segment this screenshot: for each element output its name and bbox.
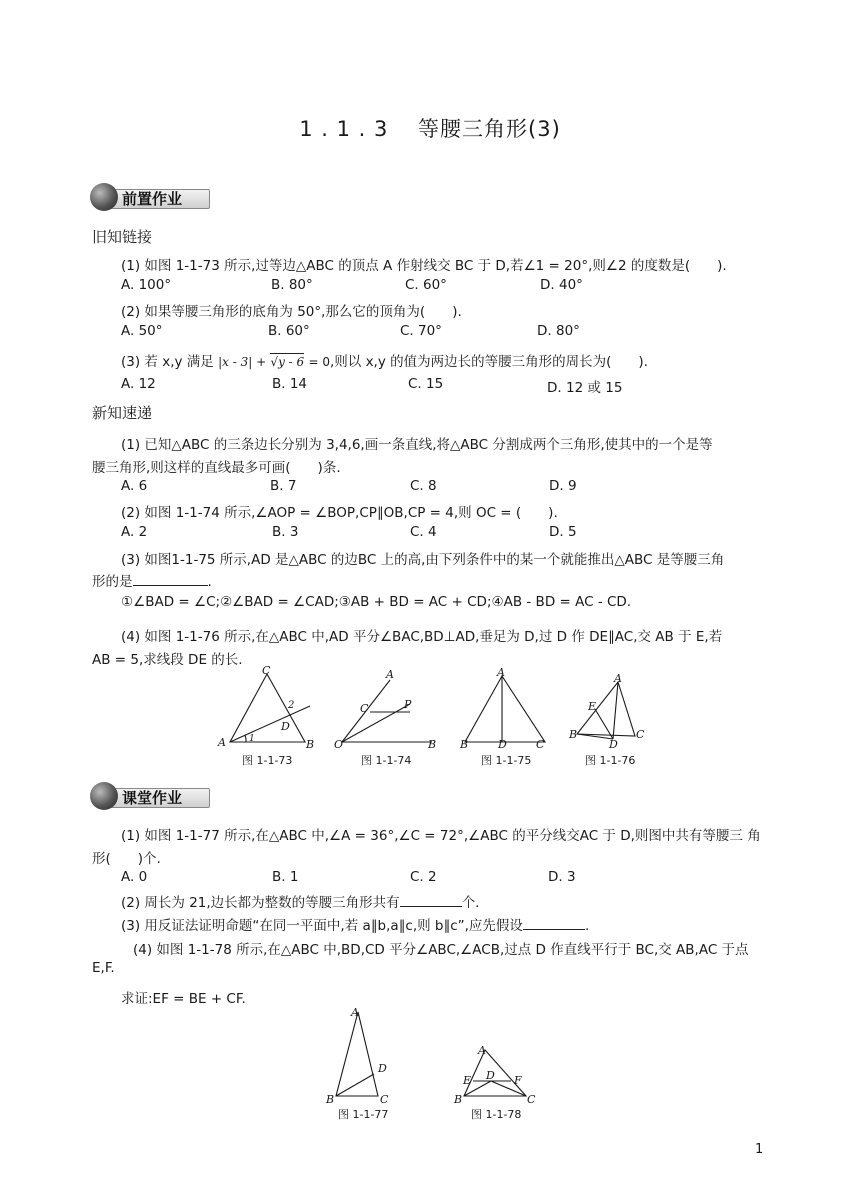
new-q1-line2: 腰三角形,则这样的直线最多可画( )条.	[92, 460, 341, 476]
old-q3-opt-b: B. 14	[272, 376, 308, 392]
fig77-label-d: D	[378, 1062, 387, 1075]
fig74-label-b: B	[428, 738, 437, 750]
subheading-old: 旧知链接	[92, 228, 153, 246]
fig76-label-e: E	[588, 700, 597, 713]
fig73-label-a: A	[218, 736, 226, 749]
fig78-label-a: A	[478, 1044, 486, 1057]
fig73-label-1: 1	[249, 734, 255, 744]
fig73-label-b: B	[306, 738, 315, 750]
badge-play-icon	[90, 782, 118, 810]
fig78-label-e: E	[463, 1074, 472, 1087]
fig77-label-c: C	[380, 1093, 389, 1106]
class-q1-line2: 形( )个.	[92, 851, 161, 867]
class-q3-text: (3) 用反证法证明命题“在同一平面中,若 a∥b,a∥c,则 b∥c”,应先假设	[121, 918, 523, 934]
fig76-label-d: D	[609, 738, 618, 750]
new-q2-opt-b: B. 3	[272, 524, 299, 540]
fig74-label-a: A	[386, 668, 394, 681]
fig76-label-a: A	[614, 672, 622, 685]
badge-ball-icon	[90, 183, 118, 211]
class-q2	[121, 891, 479, 911]
new-q2: (2) 如图 1-1-74 所示,∠AOP = ∠BOP,CP∥OB,CP = 4,则 OC = ( ).	[121, 505, 558, 521]
old-q3	[121, 350, 648, 370]
old-q1-opt-c: C. 60°	[405, 277, 447, 293]
fig73-label-2: 2	[288, 700, 295, 711]
new-q4-line2: AB = 5,求线段 DE 的长.	[92, 652, 243, 668]
fig74-label-o: O	[334, 738, 344, 750]
fig77-bisector	[336, 1074, 374, 1096]
fig-caption-78: 图 1-1-78	[471, 1108, 522, 1121]
fig75-label-b: B	[460, 738, 469, 750]
fig75-label-d: D	[498, 738, 507, 750]
page-number: 1	[755, 1142, 764, 1157]
class-q1-opt-b: B. 1	[272, 869, 299, 885]
fig76-label-b: B	[569, 728, 578, 741]
class-q2-end: 个.	[461, 895, 480, 911]
class-q3-end: .	[584, 918, 590, 934]
answer-blank[interactable]	[133, 585, 208, 586]
fig74-label-p: P	[404, 698, 412, 711]
old-q3-start: (3) 若 x,y 满足	[121, 354, 214, 370]
old-q3-end: ,则以 x,y 的值为两边长的等腰三角形的周长为( ).	[329, 354, 648, 370]
new-q1-line1: (1) 已知△ABC 的三条边长分别为 3,4,6,画一条直线,将△ABC 分割成两个三角形,使其中的一个是等	[121, 437, 713, 453]
old-q3-eq: = 0	[308, 355, 330, 369]
figures-top	[210, 664, 680, 750]
section-label-class: 课堂作业	[122, 789, 183, 807]
fig78-label-f: F	[514, 1074, 522, 1087]
fig-caption-76: 图 1-1-76	[585, 754, 636, 767]
fig75-label-a: A	[497, 666, 505, 679]
fig-caption-77: 图 1-1-77	[338, 1108, 389, 1121]
new-q1-opt-c: C. 8	[410, 478, 437, 494]
new-q1-opt-d: D. 9	[549, 478, 577, 494]
new-q3-line2-text: 形的是	[92, 574, 133, 590]
class-q2-text: (2) 周长为 21,边长都为整数的等腰三角形共有	[121, 895, 400, 911]
answer-blank[interactable]	[400, 906, 462, 907]
old-q1: (1) 如图 1-1-73 所示,过等边△ABC 的顶点 A 作射线交 BC 于 D,若∠1 = 20°,则∠2 的度数是( ).	[121, 258, 727, 274]
section-badge-pre	[90, 183, 210, 211]
old-q3-opt-a: A. 12	[121, 376, 156, 392]
subheading-new: 新知速递	[92, 404, 153, 422]
class-q1-opt-a: A. 0	[121, 869, 148, 885]
old-q1-opt-d: D. 40°	[540, 277, 583, 293]
old-q2-opt-a: A. 50°	[121, 323, 163, 339]
answer-blank[interactable]	[523, 929, 585, 930]
section-label-pre: 前置作业	[122, 190, 183, 208]
fig78-label-b: B	[454, 1093, 463, 1106]
new-q3-line2: 形的是 .	[92, 574, 212, 590]
fig78-label-d: D	[486, 1069, 495, 1082]
class-q4-line3: 求证:EF = BE + CF.	[121, 991, 246, 1007]
old-q3-opt-d: D. 12 或 15	[547, 380, 623, 396]
old-q1-opt-b: B. 80°	[271, 277, 313, 293]
old-q3-sqrt: √y - 6	[270, 355, 305, 369]
fig73-ray	[230, 706, 310, 742]
old-q1-opt-a: A. 100°	[121, 277, 172, 293]
fig77-label-a: A	[351, 1006, 359, 1019]
old-q3-abs: |x - 3| +	[218, 355, 267, 369]
fig75-label-c: C	[536, 738, 545, 750]
new-q1-opt-a: A. 6	[121, 478, 148, 494]
class-q4-line2: E,F.	[92, 960, 115, 976]
section-badge-class	[90, 782, 210, 810]
fig-caption-75: 图 1-1-75	[481, 754, 532, 767]
old-q2-opt-d: D. 80°	[537, 323, 580, 339]
fig77-label-b: B	[326, 1093, 335, 1106]
class-q4-line1: (4) 如图 1-1-78 所示,在△ABC 中,BD,CD 平分∠ABC,∠ACB,过点 D 作直线平行于 BC,交 AB,AC 于点	[133, 942, 749, 958]
class-q1-opt-d: D. 3	[548, 869, 576, 885]
new-q3-line3: ①∠BAD = ∠C;②∠BAD = ∠CAD;③AB + BD = AC + CD;④AB - BD = AC - CD.	[121, 594, 632, 610]
new-q2-opt-a: A. 2	[121, 524, 148, 540]
new-q3-line1: (3) 如图1-1-75 所示,AD 是△ABC 的边BC 上的高,由下列条件中的某一个就能推出△ABC 是等腰三角	[121, 552, 725, 568]
new-q1-opt-b: B. 7	[270, 478, 297, 494]
new-q4-line1: (4) 如图 1-1-76 所示,在△ABC 中,AD 平分∠BAC,BD⊥AD,垂足为 D,过 D 作 DE∥AC,交 AB 于 E,若	[121, 629, 723, 645]
fig73-label-c: C	[262, 664, 271, 677]
old-q2: (2) 如果等腰三角形的底角为 50°,那么它的顶角为( ).	[121, 304, 462, 320]
fig-caption-74: 图 1-1-74	[361, 754, 412, 767]
new-q2-opt-c: C. 4	[410, 524, 437, 540]
class-q1-opt-c: C. 2	[410, 869, 437, 885]
fig76-label-c: C	[636, 728, 645, 741]
old-q2-opt-b: B. 60°	[268, 323, 310, 339]
fig74-label-c: C	[360, 702, 369, 715]
fig78-label-c: C	[527, 1093, 536, 1106]
new-q2-opt-d: D. 5	[549, 524, 577, 540]
fig73-angle-mark	[245, 735, 246, 742]
page-title: 1 . 1 . 3 等腰三角形(3)	[299, 117, 561, 141]
old-q3-opt-c: C. 15	[408, 376, 444, 392]
fig73-label-d: D	[281, 720, 290, 733]
figures-bottom	[320, 1004, 550, 1108]
class-q3	[121, 914, 589, 934]
old-q2-opt-c: C. 70°	[400, 323, 442, 339]
fig78-triangle	[464, 1050, 526, 1096]
class-q1-line1: (1) 如图 1-1-77 所示,在△ABC 中,∠A = 36°,∠C = 72°,∠ABC 的平分线交AC 于 D,则图中共有等腰三 角	[121, 828, 761, 844]
fig-caption-73: 图 1-1-73	[242, 754, 293, 767]
